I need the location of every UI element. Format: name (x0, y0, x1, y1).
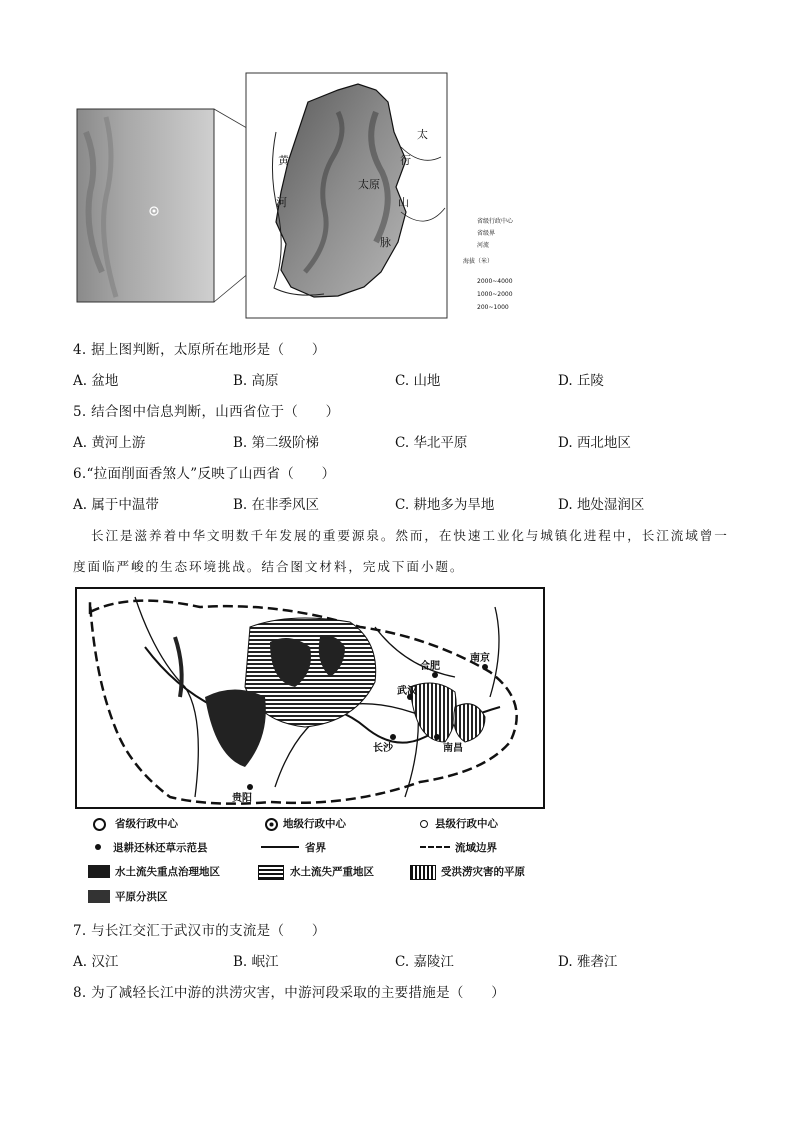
option-d[interactable]: D. 雅砻江 (558, 954, 618, 970)
question-number: 7. (73, 923, 87, 939)
map-label-changsha: 长沙 (373, 743, 393, 754)
yangtze-map-graphic (75, 587, 545, 809)
question-stem: 结合图中信息判断，山西省位于（ ） (91, 404, 340, 420)
label-taiyuan: 太原 (358, 178, 380, 191)
basin-boundary-icon (420, 846, 450, 848)
question-4-options (73, 369, 713, 389)
legend-severe-erosion-area: 水土流失严重地区 (290, 866, 374, 878)
figure-yangtze-map (75, 587, 545, 809)
question-stem: 为了减轻长江中游的洪涝灾害，中游河段采取的主要措施是（ ） (91, 985, 506, 1001)
legend-elev-high: 2000~4000 (477, 278, 513, 285)
label-tai: 太 (417, 128, 428, 141)
passage-line-1: 长江是滋养着中华文明数千年发展的重要源泉。然而，在快速工业化与城镇化进程中，长江流域曾一 (91, 528, 729, 543)
passage-line-2: 度面临严峻的生态环境挑战。结合图文材料，完成下面小题。 (73, 559, 465, 574)
shanxi-map-graphic (76, 72, 448, 320)
question-6-options (73, 493, 713, 513)
legend-flood-diversion: 平原分洪区 (115, 891, 168, 903)
option-c[interactable]: C. 嘉陵江 (395, 954, 454, 970)
option-b[interactable]: B. 第二级阶梯 (233, 435, 320, 451)
option-c[interactable]: C. 耕地多为旱地 (395, 497, 495, 513)
option-a[interactable]: A. 盆地 (73, 373, 119, 389)
question-5-options (73, 431, 713, 451)
demo-county-icon (95, 844, 101, 850)
question-7 (73, 919, 326, 939)
figure2-legend (85, 815, 545, 910)
capital-icon (93, 818, 106, 831)
question-7-options (73, 950, 713, 970)
question-number: 4. (73, 342, 87, 358)
severe-erosion-icon (258, 865, 284, 880)
legend-elev-mid: 1000~2000 (477, 291, 513, 298)
question-5 (73, 400, 339, 420)
option-a[interactable]: A. 属于中温带 (73, 497, 159, 513)
option-c[interactable]: C. 山地 (395, 373, 441, 389)
legend-key-erosion-area: 水土流失重点治理地区 (115, 866, 220, 878)
prefecture-icon (265, 818, 278, 831)
question-stem: “拉面削面香煞人”反映了山西省（ ） (86, 466, 336, 482)
legend-province-border: 省界 (305, 842, 326, 854)
legend-basin-boundary: 流域边界 (455, 842, 497, 854)
legend-elev-low: 200~1000 (477, 304, 509, 311)
legend-border: 省级界 (477, 230, 496, 237)
map-label-nanchang: 南昌 (443, 743, 463, 754)
legend-capital: 省级行政中心 (477, 218, 514, 225)
question-number: 6. (73, 466, 87, 482)
legend-provincial-capital: 省级行政中心 (115, 818, 178, 830)
question-4 (73, 338, 326, 358)
flood-plain-icon (410, 865, 436, 880)
question-number: 5. (73, 404, 87, 420)
question-stem: 与长江交汇于武汉市的支流是（ ） (91, 923, 326, 939)
option-a[interactable]: A. 汉江 (73, 954, 119, 970)
legend-demo-county: 退耕还林还草示范县 (113, 842, 208, 854)
label-he: 河 (276, 196, 287, 209)
option-d[interactable]: D. 西北地区 (558, 435, 631, 451)
question-8 (73, 981, 505, 1001)
question-number: 8. (73, 985, 87, 1001)
option-b[interactable]: B. 岷江 (233, 954, 279, 970)
legend-county-center: 县级行政中心 (435, 818, 498, 830)
question-6 (73, 462, 336, 482)
option-a[interactable]: A. 黄河上游 (73, 435, 146, 451)
key-erosion-icon (88, 865, 110, 878)
option-b[interactable]: B. 高原 (233, 373, 279, 389)
label-hang: 行 (400, 154, 411, 167)
option-c[interactable]: C. 华北平原 (395, 435, 468, 451)
question-stem: 据上图判断，太原所在地形是（ ） (91, 342, 326, 358)
label-huang: 黄 (278, 154, 289, 167)
map-label-guiyang: 贵阳 (232, 793, 252, 804)
map-label-wuhan: 武汉 (397, 686, 417, 697)
map-label-nanjing: 南京 (470, 653, 490, 664)
label-mai: 脉 (380, 236, 391, 249)
label-shan: 山 (398, 196, 409, 209)
figure-shanxi-terrain (76, 72, 448, 320)
province-border-icon (261, 846, 299, 848)
option-d[interactable]: D. 丘陵 (558, 373, 604, 389)
option-d[interactable]: D. 地处湿润区 (558, 497, 645, 513)
county-icon (420, 820, 428, 828)
legend-prefecture-center: 地级行政中心 (283, 818, 346, 830)
flood-diversion-icon (88, 890, 110, 903)
option-b[interactable]: B. 在非季风区 (233, 497, 320, 513)
legend-elev-title: 海拔（米） (463, 258, 494, 265)
legend-flood-plain: 受洪涝灾害的平原 (441, 866, 525, 878)
legend-river: 河流 (477, 242, 490, 249)
map-label-hefei: 合肥 (420, 661, 440, 672)
